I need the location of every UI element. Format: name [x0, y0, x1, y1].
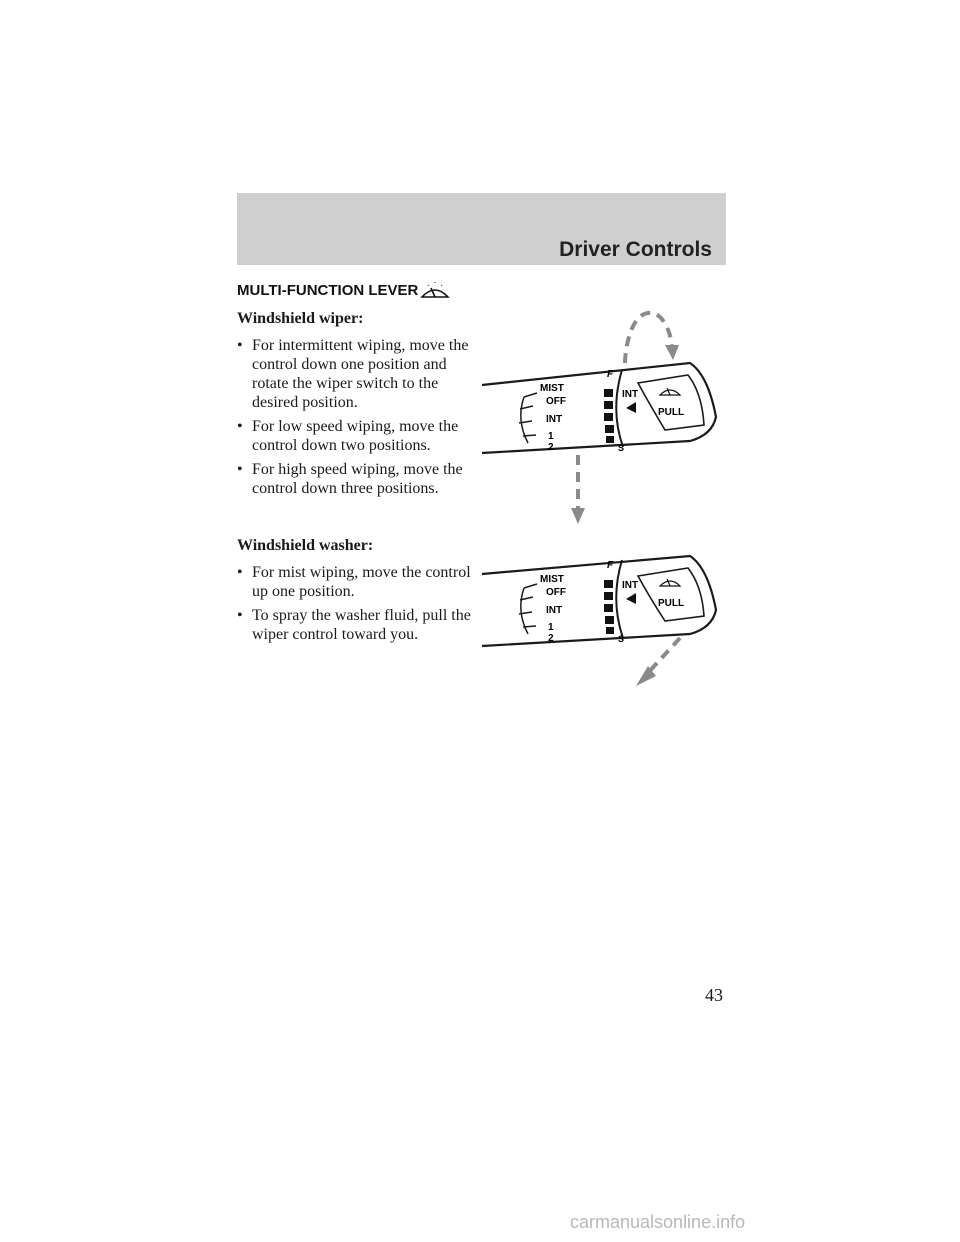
- bullet-glyph: •: [237, 461, 243, 478]
- slow-label: S: [618, 634, 625, 644]
- list-item: • For mist wiping, move the control up one position.: [237, 564, 471, 600]
- windshield-wiper-icon: [420, 281, 450, 301]
- list-item: • To spray the washer fluid, pull the wiper control toward you.: [237, 607, 471, 643]
- washer-subhead: Windshield washer:: [237, 537, 374, 554]
- off-label: OFF: [546, 396, 566, 407]
- list-item: • For intermittent wiping, move the control down one position and rotate the wiper switch to the desired position.: [237, 337, 469, 411]
- mist-label: MIST: [540, 574, 564, 585]
- bullet-glyph: •: [237, 564, 243, 581]
- wiper-lever-figure-2: [480, 550, 740, 690]
- knob-int-label: INT: [622, 580, 639, 591]
- list-item: • For high speed wiping, move the control down three positions.: [237, 461, 463, 497]
- bullet-glyph: •: [237, 337, 243, 354]
- wiper-bullet-list: [237, 336, 477, 503]
- footer-watermark: carmanualsonline.info: [570, 1212, 746, 1232]
- section-header-band: [237, 193, 726, 265]
- heading-text: MULTI-FUNCTION LEVER: [237, 282, 419, 299]
- speed-2-label: 2: [548, 633, 554, 644]
- pull-arrow: [646, 638, 680, 675]
- fast-label: F: [607, 560, 614, 571]
- down-arrow-head: [571, 508, 585, 524]
- pull-label: PULL: [658, 407, 685, 418]
- speed-2-label: 2: [548, 442, 554, 453]
- knob-int-label: INT: [622, 389, 639, 400]
- section-heading: [237, 281, 450, 299]
- wiper-subhead: Windshield wiper:: [237, 310, 364, 327]
- mist-label: MIST: [540, 383, 564, 394]
- washer-bullet-list: [237, 563, 477, 649]
- slow-label: S: [618, 443, 625, 453]
- pull-label: PULL: [658, 598, 685, 609]
- speed-1-label: 1: [548, 622, 554, 633]
- list-item: • For low speed wiping, move the control down two positions.: [237, 418, 459, 454]
- int-label: INT: [546, 414, 563, 425]
- speed-1-label: 1: [548, 431, 554, 442]
- section-title: Driver Controls: [559, 238, 712, 261]
- off-label: OFF: [546, 587, 566, 598]
- bullet-glyph: •: [237, 607, 243, 624]
- bullet-glyph: •: [237, 418, 243, 435]
- wiper-lever-figure-1: [480, 305, 740, 530]
- fast-label: F: [607, 369, 614, 380]
- int-label: INT: [546, 605, 563, 616]
- rotate-arrow-head: [665, 345, 679, 360]
- page-number: 43: [705, 985, 723, 1005]
